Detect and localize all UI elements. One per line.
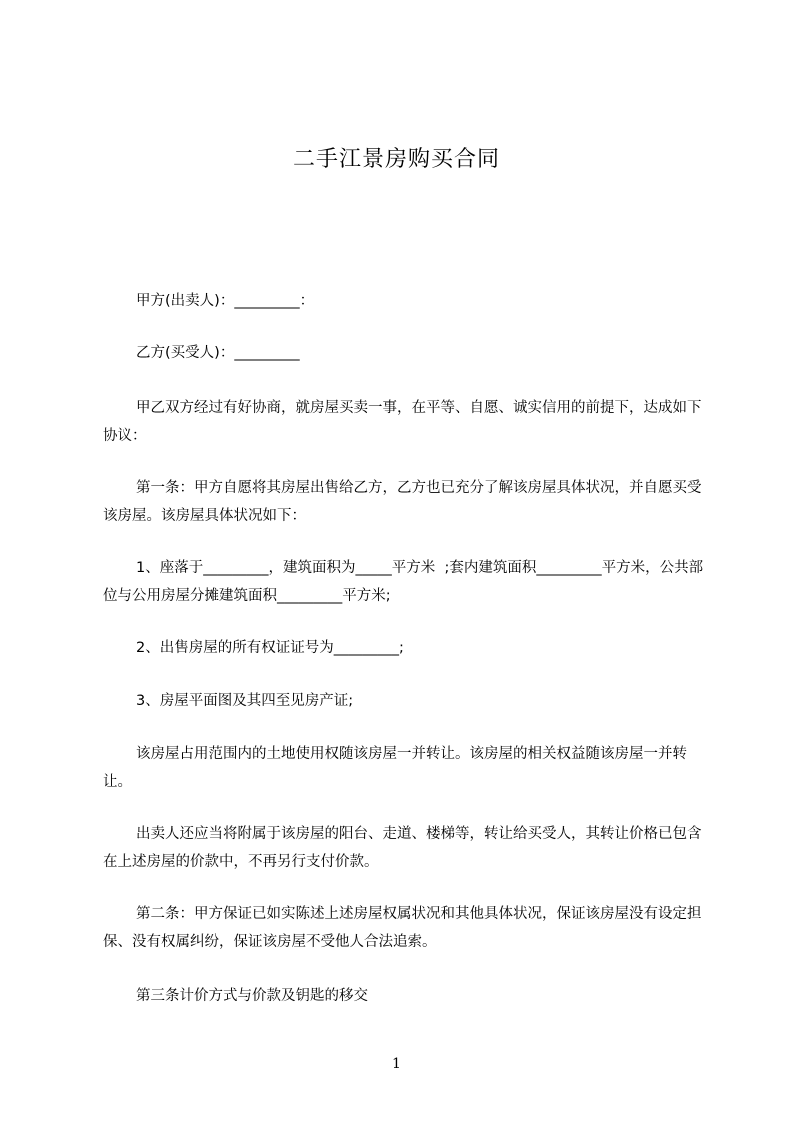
article-2-paragraph: 第二条：甲方保证已如实陈述上述房屋权属状况和其他具体状况，保证该房屋没有设定担保、没有权属纠纷，保证该房屋不受他人合法追索。 bbox=[103, 906, 702, 950]
party-b-line: 乙方(买受人)：_________ bbox=[136, 345, 300, 361]
preamble-paragraph: 甲乙双方经过有好协商，就房屋买卖一事，在平等、自愿、诚实信用的前提下，达成如下协议： bbox=[103, 400, 702, 444]
page-number: 1 bbox=[392, 1056, 401, 1072]
article-3-heading: 第三条计价方式与价款及钥匙的移交 bbox=[136, 988, 368, 1004]
appurtenance-paragraph: 出卖人还应当将附属于该房屋的阳台、走道、楼梯等，转让给买受人，其转让价格已包含在上述房屋的价款中，不再另行支付价款。 bbox=[103, 826, 702, 870]
party-a-line: 甲方(出卖人)：_________： bbox=[136, 293, 315, 309]
article-1-paragraph: 第一条：甲方自愿将其房屋出售给乙方，乙方也已充分了解该房屋具体状况，并自愿买受该房屋。该房屋具体状况如下： bbox=[103, 480, 702, 524]
document-title: 二手江景房购买合同 bbox=[292, 147, 500, 172]
item-3-paragraph: 3、房屋平面图及其四至见房产证; bbox=[136, 693, 354, 709]
item-2-paragraph: 2、出售房屋的所有权证证号为_________; bbox=[136, 640, 404, 656]
item-1-paragraph: 1、座落于_________，建筑面积为_____平方米 ;套内建筑面积_________平方米，公共部位与公用房屋分摊建筑面积_________平方米; bbox=[103, 560, 704, 604]
land-use-paragraph: 该房屋占用范围内的土地使用权随该房屋一并转让。该房屋的相关权益随该房屋一并转让。 bbox=[103, 746, 687, 790]
